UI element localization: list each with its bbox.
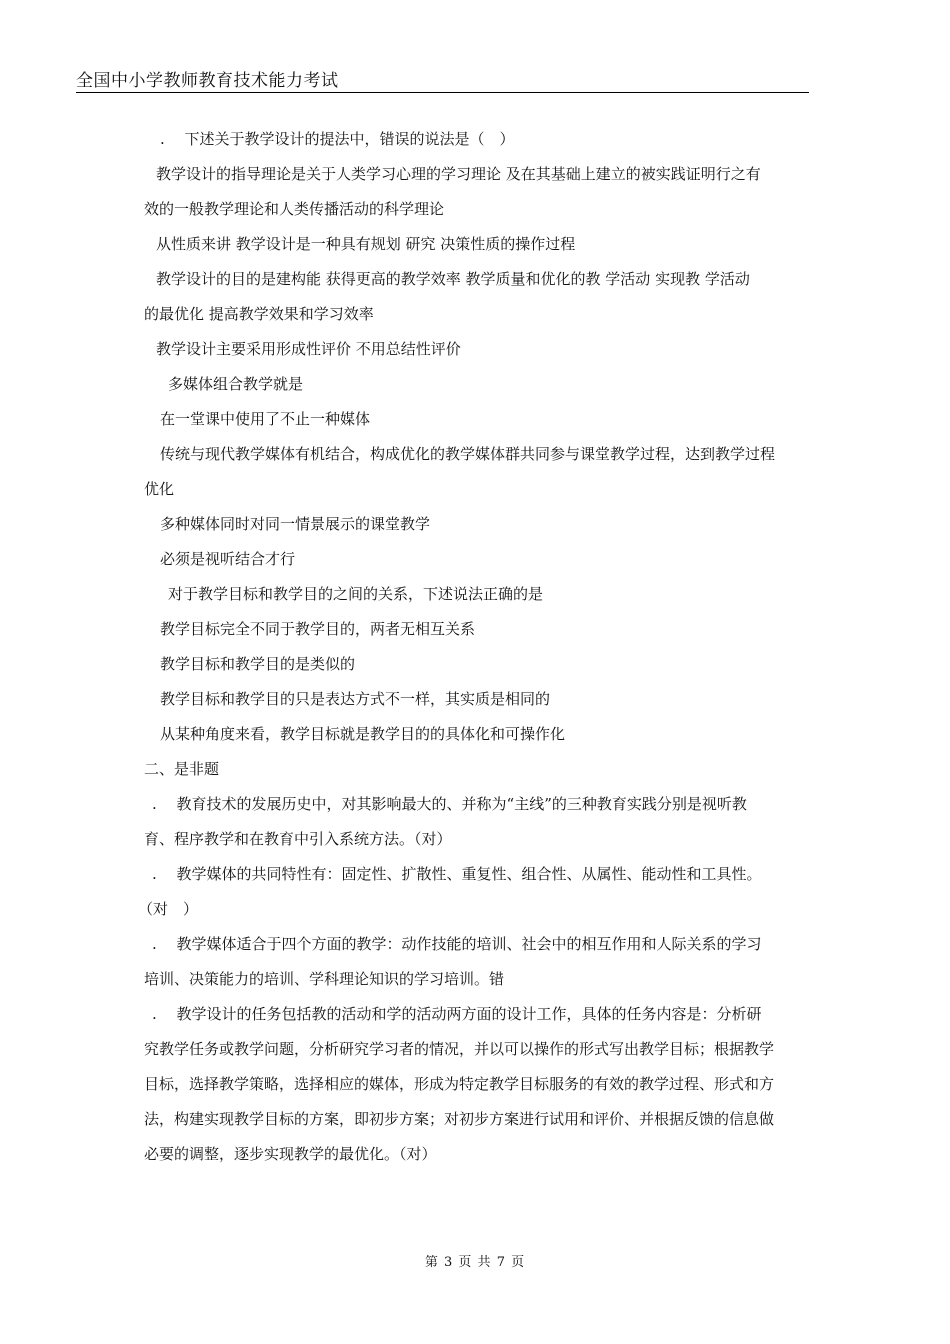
true-false-item-continued: 育、程序教学和在教育中引入系统方法。（对） [144,830,452,848]
true-false-item-continued: 目标，选择教学策略，选择相应的媒体，形成为特定教学目标服务的有效的教学过程、形式和方 [144,1075,775,1093]
option-line: 从性质来讲 教学设计是一种具有规划 研究 决策性质的操作过程 [156,235,576,253]
option-line: 教学目标完全不同于教学目的，两者无相互关系 [160,620,476,638]
section-heading: 二、是非题 [144,760,220,778]
option-line: 教学目标和教学目的只是表达方式不一样，其实质是相同的 [160,690,551,708]
true-false-item-continued: 培训、决策能力的培训、学科理论知识的学习培训。错 [144,970,505,988]
question-line: 多媒体组合教学就是 [168,375,304,393]
page-number-footer: 第 3 页 共 7 页 [424,1255,526,1270]
question-line: 对于教学目标和教学目的之间的关系，下述说法正确的是 [168,585,544,603]
true-false-item: . 教学媒体适合于四个方面的教学：动作技能的培训、社会中的相互作用和人际关系的学习 [152,935,762,953]
option-line: 教学设计的指导理论是关于人类学习心理的学习理论 及在其基础上建立的被实践证明行之有 [156,165,761,183]
true-false-item: . 教学设计的任务包括教的活动和学的活动两方面的设计工作，具体的任务内容是：分析研 [152,1005,762,1023]
true-false-item-continued: 究教学任务或教学问题，分析研究学习者的情况，并以可以操作的形式写出教学目标；根据教学 [144,1040,775,1058]
option-line-continued: 的最优化 提高教学效果和学习效率 [144,305,374,323]
true-false-item: . 教学媒体的共同特性有：固定性、扩散性、重复性、组合性、从属性、能动性和工具性。 [152,865,762,883]
true-false-item-continued: 法，构建实现教学目标的方案，即初步方案；对初步方案进行试用和评价、并根据反馈的信息做 [144,1110,775,1128]
true-false-item: . 教育技术的发展历史中，对其影响最大的、并称为“主线”的三种教育实践分别是视听教 [152,795,747,813]
question-line: . 下述关于教学设计的提法中，错误的说法是（ ） [160,130,515,148]
document-header-title: 全国中小学教师教育技术能力考试 [76,71,339,91]
option-line: 教学目标和教学目的是类似的 [160,655,356,673]
option-line-continued: 效的一般教学理论和人类传播活动的科学理论 [144,200,445,218]
option-line: 教学设计主要采用形成性评价 不用总结性评价 [156,340,461,358]
true-false-item-continued: 必要的调整，逐步实现教学的最优化。（对） [144,1145,437,1163]
option-line: 多种媒体同时对同一情景展示的课堂教学 [160,515,431,533]
option-line: 传统与现代教学媒体有机结合，构成优化的教学媒体群共同参与课堂教学过程，达到教学过程 [160,445,776,463]
header-divider [76,92,809,93]
true-false-item-continued: （对 ） [138,900,199,918]
option-line-continued: 优化 [144,480,175,498]
option-line: 在一堂课中使用了不止一种媒体 [160,410,371,428]
option-line: 必须是视听结合才行 [160,550,296,568]
option-line: 教学设计的目的是建构能 获得更高的教学效率 教学质量和优化的教 学活动 实现教 学活动 [156,270,750,288]
option-line: 从某种角度来看，教学目标就是教学目的的具体化和可操作化 [160,725,566,743]
